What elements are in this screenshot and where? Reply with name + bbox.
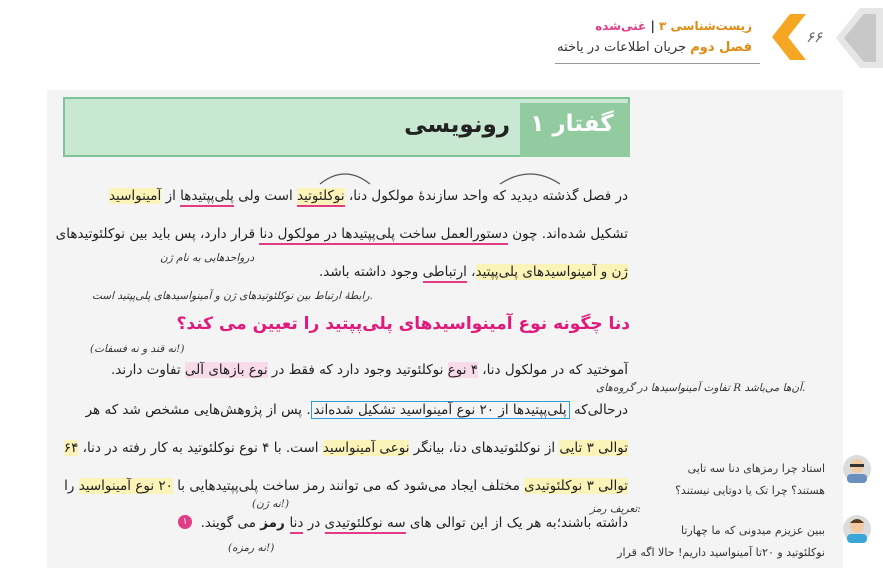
underline-dna: دنا (290, 515, 304, 534)
paragraph2-line1 (111, 362, 628, 378)
student-answer-line2: نوکلئوتید و ۲۰تا آمینواسید داریم! حالا اگه قرار (617, 546, 825, 559)
text-run: می گویند. (200, 515, 261, 531)
chapter-label: فصل دوم (690, 40, 752, 55)
text-run: است. با ۴ نوع نوکلئوتید به کار رفته در دنا، (78, 440, 323, 456)
paragraph1-line1 (109, 188, 628, 204)
page-corner-chevron-icon (836, 8, 883, 68)
text-run: در (303, 515, 325, 531)
chevron-left-icon (772, 14, 806, 60)
note-r-group: تفاوت آمینواسیدها در گروه‌های R آن‌ها می‌باشد. (596, 382, 806, 394)
highlight-aminoacid: آمینواسید (108, 188, 162, 204)
paragraph2-line4 (64, 478, 628, 494)
text-run: آموختید که در مولکول دنا، (478, 362, 628, 378)
underline-three-nucleotide: سه نوکلئوتیدی (325, 515, 406, 534)
section-tab-label: گفتار ۱ (530, 111, 614, 137)
note-not-codon: (نه رمزه!) (228, 542, 275, 554)
highlight-organic-bases: نوع بازهای آلی (184, 362, 268, 378)
highlight-gene-aminoacids: ژن و آمینواسیدهای پلی‌پپتید (475, 264, 628, 280)
note-definition: تعریف رمز: (590, 503, 641, 515)
avatar-student-icon (843, 515, 871, 543)
highlight-64: ۶۴ (63, 440, 79, 456)
note-relation: رابطهٔ ارتباط بین نوکلئوتیدهای ژن و آمینواسیدهای پلی‌پپتید است. (92, 290, 373, 302)
text-run: ، (466, 264, 476, 280)
bold-codon: رمز (260, 515, 290, 531)
highlight-20-aminoacids: ۲۰ نوع آمینواسید (78, 478, 173, 494)
arrow-curve-icon (290, 164, 580, 188)
paragraph2-line2 (86, 402, 628, 418)
section-title: رونویسی (404, 112, 510, 138)
text-run: . پس از پژوهش‌هایی مشخص شد که هر (85, 402, 311, 418)
text-run: درحالی‌که (569, 402, 628, 418)
book-title-separator: | (646, 19, 660, 33)
note-gene: درواحدهایی به نام ژن (160, 252, 255, 264)
text-run: از (161, 188, 181, 204)
book-title-part2: غنی‌شده (595, 19, 647, 33)
header-divider (555, 63, 760, 64)
text-run: مختلف ایجاد می‌شود که می توانند رمز ساخت پلی‌پپتیدهایی با (172, 478, 525, 494)
text-run: در فصل گذشته دیدید که واحد سازندهٔ مولکول دنا، (344, 188, 628, 204)
boxed-polypeptides-20: پلی‌پپتیدها از ۲۰ نوع آمینواسید تشکیل شده‌اند (311, 401, 570, 419)
highlight-3-nucleotide: توالی ۳ نوکلئوتیدی (524, 478, 628, 494)
text-run: نوکلئوتید وجود دارد که فقط در (267, 362, 448, 378)
student-answer-line1: ببین عزیزم میدونی که ما چهارتا (681, 524, 825, 537)
page-number: ۶۶ (806, 28, 823, 46)
note-not-phosphate: (نه قند و نه فسفات!) (90, 343, 185, 355)
chapter-name: جریان اطلاعات در یاخته (557, 40, 687, 55)
avatar-teacher-icon (843, 455, 871, 483)
highlight-nucleotide: نوکلئوتید (297, 188, 345, 207)
question-heading: دنا چگونه نوع آمینواسیدهای پلی‌پپتید را تعیین می کند؟ (176, 314, 630, 334)
teacher-question-line1: استاد چرا رمزهای دنا سه تایی (687, 462, 825, 475)
note-not-gene: (نه ژن!) (252, 498, 290, 510)
paragraph1-line2 (56, 226, 628, 242)
text-run: قرار دارد، پس باید بین نوکلئوتیدهای (55, 226, 260, 242)
footnote-badge: ۱ (178, 515, 192, 529)
text-run: داشته باشند؛ (556, 515, 628, 531)
text-run: به هر یک از این توالی های (405, 515, 557, 531)
highlight-triplet: توالی ۳ تایی (559, 440, 628, 456)
underline-polypeptides: پلی‌پپتیدها (180, 188, 234, 207)
highlight-four-types: ۴ نوع (447, 362, 479, 378)
book-title (560, 19, 752, 33)
book-title-part1: زیست‌شناسی ۳ (659, 19, 752, 33)
text-run: از نوکلئوتیدهای دنا، بیانگر (409, 440, 560, 456)
paragraph2-line5 (201, 515, 628, 531)
text-run: تفاوت دارند. (110, 362, 185, 378)
text-run: است ولی (233, 188, 297, 204)
paragraph2-line3 (64, 440, 628, 456)
paragraph1-line3 (319, 264, 628, 280)
text-run: وجود داشته باشد. (318, 264, 423, 280)
text-run: تشکیل شده‌اند. چون (507, 226, 628, 242)
underline-relation: ارتباطی (423, 264, 467, 283)
chapter-title (555, 40, 752, 55)
teacher-question-line2: هستند؟ چرا تک یا دوتایی نیستند؟ (675, 484, 825, 497)
underline-instructions: دستورالعمل ساخت پلی‌پپتیدها در مولکول دنا (259, 226, 508, 245)
highlight-aminoacid-type: نوعی آمینواسید (322, 440, 410, 456)
text-run: را (64, 478, 79, 494)
